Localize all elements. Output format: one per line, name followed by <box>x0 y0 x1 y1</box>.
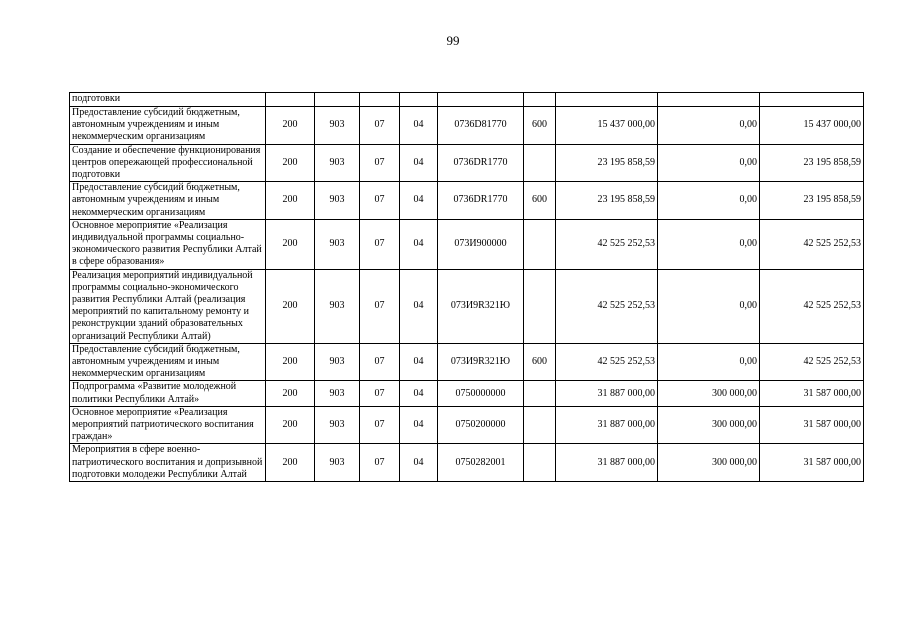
section-code-cell: 07 <box>360 343 400 381</box>
amount-regional-cell: 31 587 000,00 <box>760 381 864 406</box>
subsection-code-cell: 04 <box>400 182 438 220</box>
table-row <box>70 107 864 145</box>
admin-code-cell: 200 <box>266 182 315 220</box>
admin-code-cell <box>266 93 315 107</box>
amount-total-cell <box>556 93 658 107</box>
page-number: 99 <box>446 33 460 48</box>
amount-regional-cell: 23 195 858,59 <box>760 182 864 220</box>
table-row <box>70 144 864 182</box>
target-article-cell: 073И9R321Ю <box>438 269 524 343</box>
amount-federal-cell: 300 000,00 <box>658 444 760 482</box>
expense-type-cell: 600 <box>524 107 556 145</box>
section-code-cell: 07 <box>360 444 400 482</box>
subsection-code-cell: 04 <box>400 269 438 343</box>
amount-federal-cell: 0,00 <box>658 343 760 381</box>
admin-code-cell: 200 <box>266 343 315 381</box>
target-article-cell: 0736DR1770 <box>438 144 524 182</box>
amount-total-cell: 42 525 252,53 <box>556 269 658 343</box>
expense-type-cell: 600 <box>524 182 556 220</box>
amount-total-cell: 31 887 000,00 <box>556 406 658 444</box>
table-row <box>70 406 864 444</box>
section-code-cell: 07 <box>360 219 400 269</box>
amount-regional-cell: 42 525 252,53 <box>760 219 864 269</box>
amount-federal-cell <box>658 93 760 107</box>
amount-federal-cell: 0,00 <box>658 107 760 145</box>
table-row <box>70 343 864 381</box>
table-row <box>70 444 864 482</box>
amount-total-cell: 42 525 252,53 <box>556 343 658 381</box>
amount-total-cell: 31 887 000,00 <box>556 444 658 482</box>
ministry-code-cell: 903 <box>315 107 360 145</box>
admin-code-cell: 200 <box>266 381 315 406</box>
ministry-code-cell: 903 <box>315 269 360 343</box>
table-row <box>70 381 864 406</box>
subsection-code-cell: 04 <box>400 219 438 269</box>
target-article-cell: 0750000000 <box>438 381 524 406</box>
amount-total-cell: 42 525 252,53 <box>556 219 658 269</box>
subsection-code-cell: 04 <box>400 381 438 406</box>
name-cell: Основное мероприятие «Реализация индивидуальной программы социально-экономического развития Республики Алтай в сфере образования» <box>70 219 266 269</box>
subsection-code-cell: 04 <box>400 107 438 145</box>
name-cell: подготовки <box>70 93 266 107</box>
expense-type-cell <box>524 269 556 343</box>
target-article-cell: 073И900000 <box>438 219 524 269</box>
ministry-code-cell: 903 <box>315 406 360 444</box>
name-cell: Предоставление субсидий бюджетным, автономным учреждениям и иным некоммерческим организациям <box>70 343 266 381</box>
section-code-cell: 07 <box>360 269 400 343</box>
section-code-cell: 07 <box>360 107 400 145</box>
section-code-cell: 07 <box>360 182 400 220</box>
target-article-cell: 0736DR1770 <box>438 182 524 220</box>
expense-type-cell <box>524 381 556 406</box>
table-row <box>70 182 864 220</box>
amount-federal-cell: 0,00 <box>658 269 760 343</box>
amount-federal-cell: 300 000,00 <box>658 406 760 444</box>
name-cell: Подпрограмма «Развитие молодежной политики Республики Алтай» <box>70 381 266 406</box>
amount-total-cell: 23 195 858,59 <box>556 182 658 220</box>
amount-total-cell: 23 195 858,59 <box>556 144 658 182</box>
amount-regional-cell: 15 437 000,00 <box>760 107 864 145</box>
name-cell: Создание и обеспечение функционирования центров опережающей профессиональной подготовки <box>70 144 266 182</box>
subsection-code-cell: 04 <box>400 144 438 182</box>
name-cell: Предоставление субсидий бюджетным, автономным учреждениям и иным некоммерческим организациям <box>70 107 266 145</box>
expense-type-cell: 600 <box>524 343 556 381</box>
amount-federal-cell: 300 000,00 <box>658 381 760 406</box>
table-row <box>70 219 864 269</box>
subsection-code-cell <box>400 93 438 107</box>
target-article-cell: 073И9R321Ю <box>438 343 524 381</box>
amount-total-cell: 15 437 000,00 <box>556 107 658 145</box>
amount-regional-cell <box>760 93 864 107</box>
amount-regional-cell: 31 587 000,00 <box>760 444 864 482</box>
target-article-cell: 0750282001 <box>438 444 524 482</box>
target-article-cell: 0750200000 <box>438 406 524 444</box>
name-cell: Реализация мероприятий индивидуальной программы социально-экономического развития Республики Алтай (реализация мероприятий по капитальному ремонту и реконструкции зданий образовательных организаций Республики Алтай) <box>70 269 266 343</box>
subsection-code-cell: 04 <box>400 406 438 444</box>
amount-regional-cell: 42 525 252,53 <box>760 343 864 381</box>
amount-federal-cell: 0,00 <box>658 219 760 269</box>
section-code-cell <box>360 93 400 107</box>
name-cell: Предоставление субсидий бюджетным, автономным учреждениям и иным некоммерческим организациям <box>70 182 266 220</box>
expense-type-cell <box>524 93 556 107</box>
section-code-cell: 07 <box>360 406 400 444</box>
ministry-code-cell <box>315 93 360 107</box>
ministry-code-cell: 903 <box>315 219 360 269</box>
budget-table <box>69 92 864 482</box>
section-code-cell: 07 <box>360 381 400 406</box>
admin-code-cell: 200 <box>266 219 315 269</box>
table-row <box>70 93 864 107</box>
admin-code-cell: 200 <box>266 269 315 343</box>
amount-federal-cell: 0,00 <box>658 144 760 182</box>
section-code-cell: 07 <box>360 144 400 182</box>
admin-code-cell: 200 <box>266 406 315 444</box>
admin-code-cell: 200 <box>266 144 315 182</box>
amount-federal-cell: 0,00 <box>658 182 760 220</box>
ministry-code-cell: 903 <box>315 182 360 220</box>
amount-total-cell: 31 887 000,00 <box>556 381 658 406</box>
amount-regional-cell: 31 587 000,00 <box>760 406 864 444</box>
expense-type-cell <box>524 406 556 444</box>
expense-type-cell <box>524 219 556 269</box>
ministry-code-cell: 903 <box>315 444 360 482</box>
amount-regional-cell: 42 525 252,53 <box>760 269 864 343</box>
admin-code-cell: 200 <box>266 107 315 145</box>
target-article-cell: 0736D81770 <box>438 107 524 145</box>
amount-regional-cell: 23 195 858,59 <box>760 144 864 182</box>
subsection-code-cell: 04 <box>400 444 438 482</box>
ministry-code-cell: 903 <box>315 343 360 381</box>
expense-type-cell <box>524 144 556 182</box>
name-cell: Мероприятия в сфере военно-патриотического воспитания и допризывной подготовки молодежи Республики Алтай <box>70 444 266 482</box>
expense-type-cell <box>524 444 556 482</box>
table-row <box>70 269 864 343</box>
subsection-code-cell: 04 <box>400 343 438 381</box>
ministry-code-cell: 903 <box>315 144 360 182</box>
ministry-code-cell: 903 <box>315 381 360 406</box>
admin-code-cell: 200 <box>266 444 315 482</box>
name-cell: Основное мероприятие «Реализация мероприятий патриотического воспитания граждан» <box>70 406 266 444</box>
target-article-cell <box>438 93 524 107</box>
